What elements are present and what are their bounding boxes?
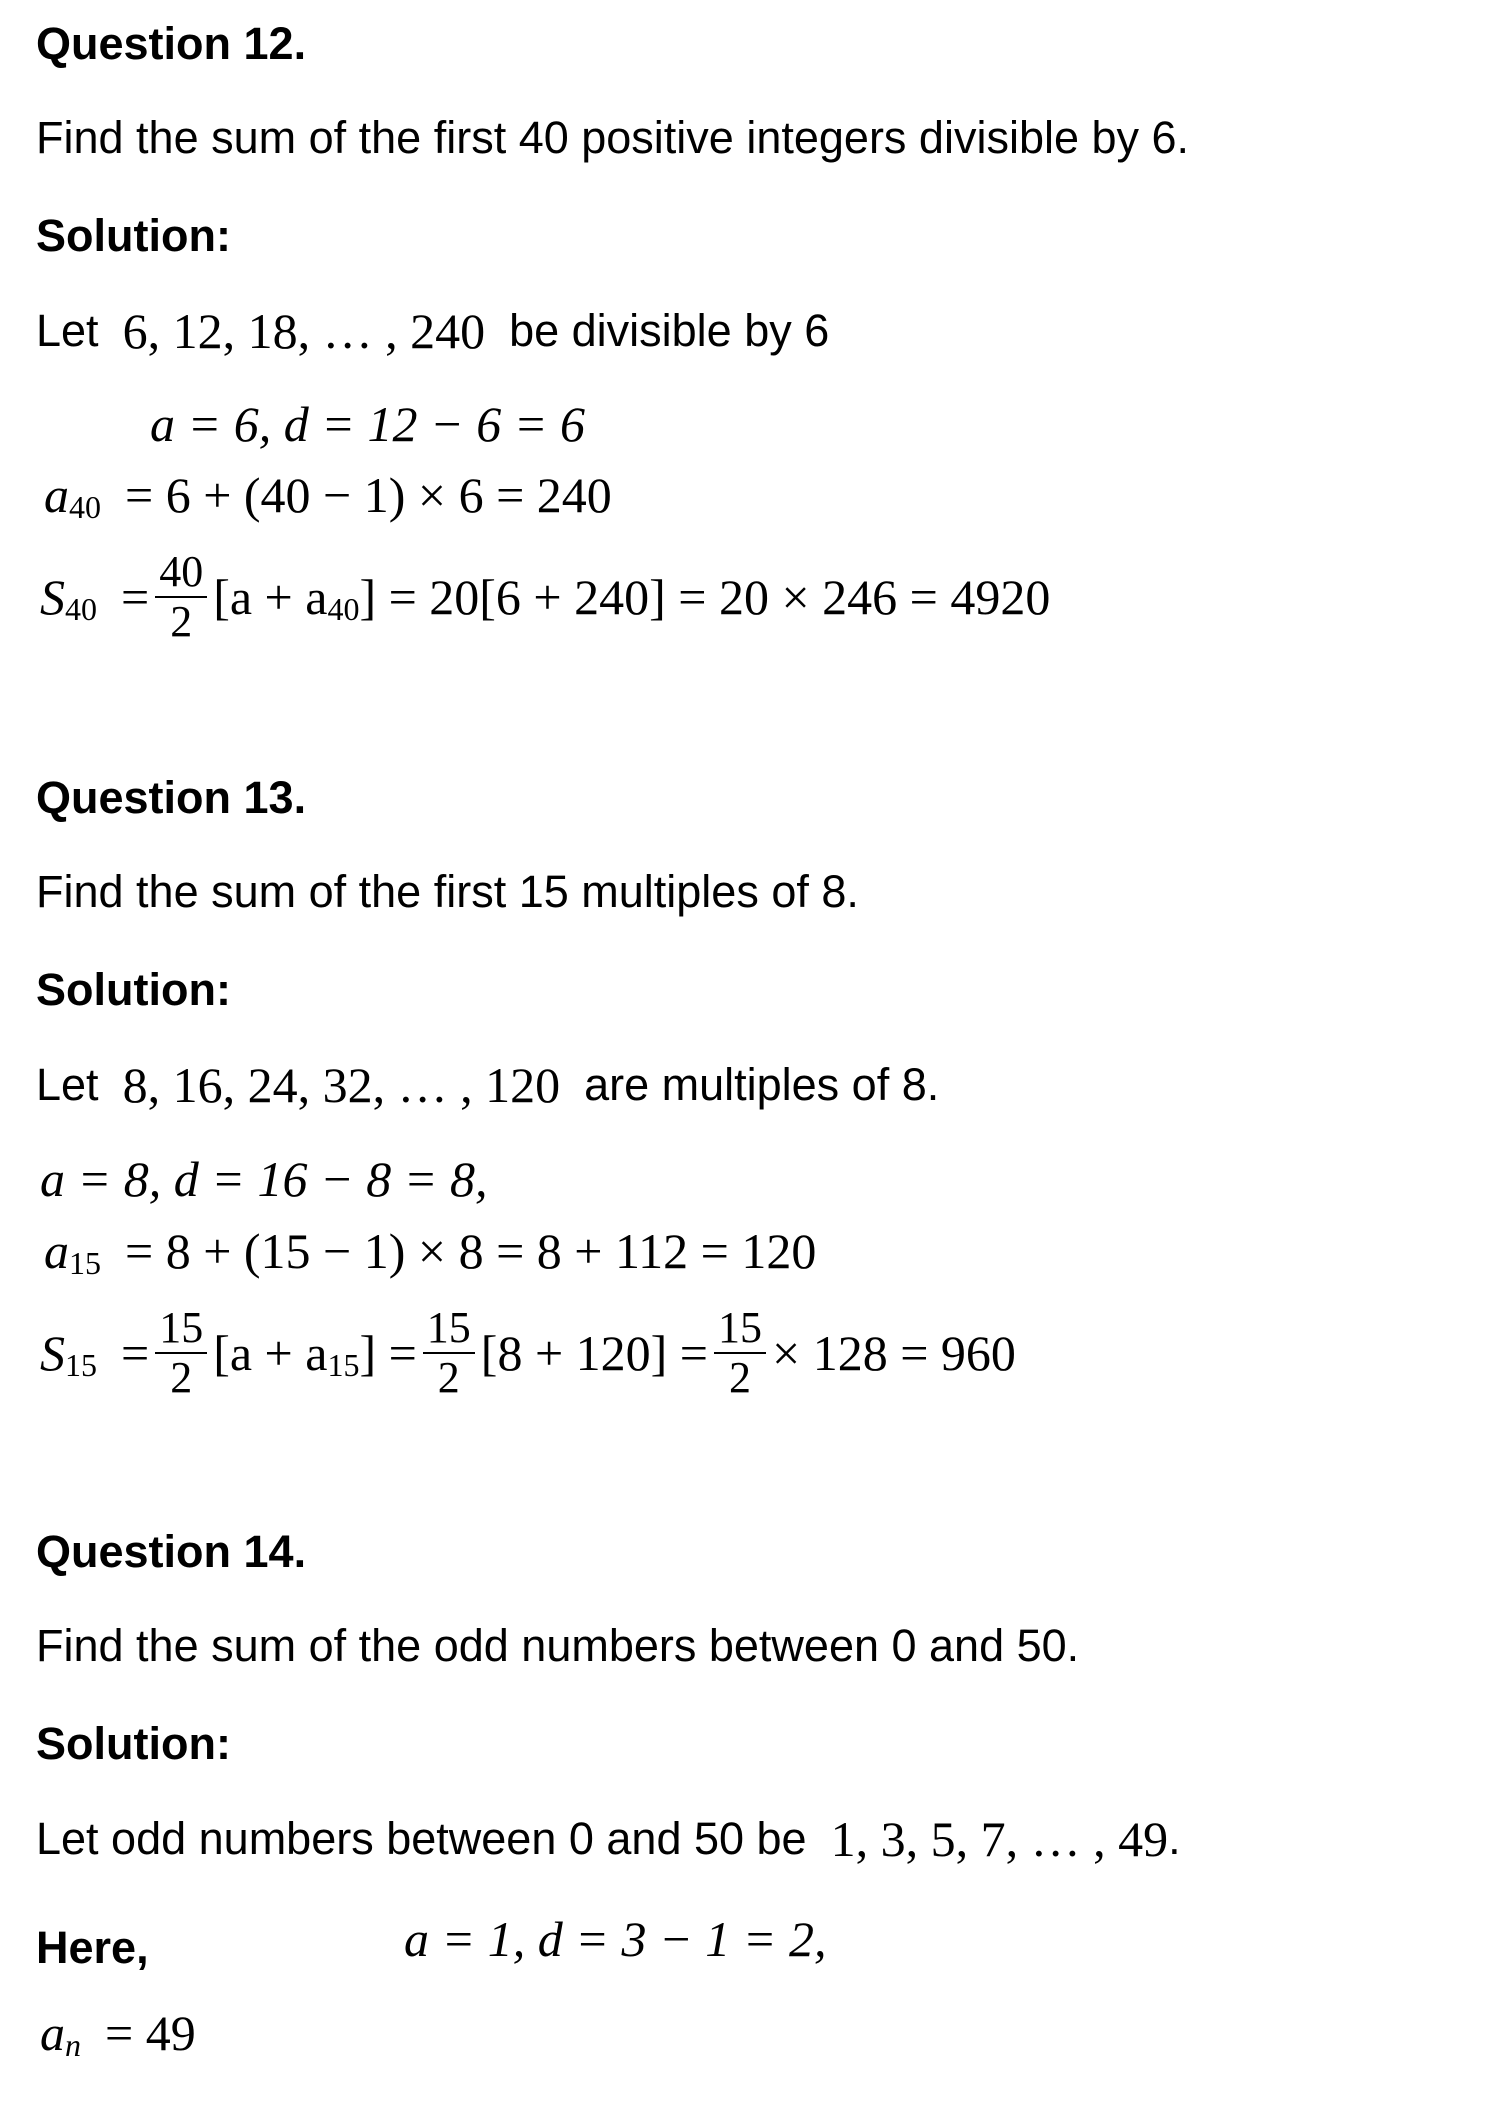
q13-s-sub: 15	[65, 1346, 97, 1383]
q13-equals: =	[121, 1325, 150, 1381]
q12-bracket-open: [a + a	[213, 569, 328, 625]
q12-an-var: a	[44, 467, 69, 523]
question-13-solution-label: Solution:	[36, 964, 231, 1015]
q13-fraction-3	[714, 1304, 766, 1402]
q12-bracket-sub: 40	[327, 590, 360, 627]
q14-let-end: .	[1168, 1813, 1181, 1864]
q13-frac2-num: 15	[426, 1303, 471, 1352]
q12-line-2	[44, 466, 612, 524]
q13-let-suffix: are multiples of 8.	[584, 1059, 940, 1110]
q14-an-sub: n	[65, 2026, 81, 2063]
q13-frac1-den: 2	[170, 1353, 193, 1402]
question-12-title: Question 12.	[36, 18, 307, 69]
question-14-title: Question 14.	[36, 1526, 307, 1577]
q13-part3: × 128 = 960	[772, 1325, 1016, 1381]
question-12-solution-label: Solution:	[36, 210, 231, 261]
question-12-text: Find the sum of the first 40 positive integers divisible by 6.	[36, 112, 1190, 163]
q14-an-var: a	[40, 2005, 65, 2061]
question-13-text: Find the sum of the first 15 multiples of 8.	[36, 866, 859, 917]
q13-a-d-equation: a = 8, d = 16 − 8 = 8,	[40, 1151, 488, 1207]
q12-s-var: S	[40, 569, 65, 625]
q12-sequence: 6, 12, 18, … , 240	[122, 303, 486, 359]
q13-s-var: S	[40, 1325, 65, 1381]
q14-a-d-equation: a = 1, d = 3 − 1 = 2,	[404, 1911, 827, 1967]
q12-an-sub: 40	[69, 488, 101, 525]
q14-sequence: 1, 3, 5, 7, … , 49	[830, 1811, 1169, 1867]
q14-here-label: Here,	[36, 1922, 149, 1973]
q12-frac-den: 2	[170, 597, 193, 646]
q12-frac-num: 40	[159, 547, 204, 596]
q13-part2: [8 + 120] =	[480, 1325, 708, 1381]
q12-line-3	[40, 548, 1050, 646]
q14-let-text: Let odd numbers between 0 and 50 be	[36, 1813, 807, 1864]
q13-an-var: a	[44, 1223, 69, 1279]
q12-fraction	[155, 548, 207, 646]
q13-let-line	[36, 1056, 939, 1114]
q13-line-1	[40, 1150, 487, 1208]
q13-frac3-den: 2	[729, 1353, 751, 1402]
q13-fraction-1	[155, 1304, 207, 1402]
q12-let-line	[36, 302, 829, 360]
q12-s-sub: 40	[65, 590, 97, 627]
q13-frac2-den: 2	[437, 1353, 460, 1402]
q12-equals: =	[121, 569, 150, 625]
q14-here-line	[404, 1910, 826, 1968]
question-14-solution-label: Solution:	[36, 1718, 231, 1769]
q14-an-rhs: = 49	[105, 2005, 196, 2061]
q12-an-rhs: = 6 + (40 − 1) × 6 = 240	[125, 467, 612, 523]
q12-let-prefix: Let	[36, 305, 99, 356]
q13-part1-end: ] =	[359, 1325, 417, 1381]
q13-fraction-2	[423, 1304, 475, 1402]
q14-an-line	[40, 2004, 196, 2062]
q13-line-3	[40, 1304, 1016, 1402]
q13-part1-sub: 15	[327, 1346, 360, 1383]
q12-result: ] = 20[6 + 240] = 20 × 246 = 4920	[359, 569, 1051, 625]
question-13-title: Question 13.	[36, 772, 307, 823]
q12-line-1	[150, 395, 585, 453]
q13-an-sub: 15	[69, 1244, 101, 1281]
q13-frac1-num: 15	[159, 1303, 204, 1352]
q13-an-rhs: = 8 + (15 − 1) × 8 = 8 + 112 = 120	[125, 1223, 817, 1279]
q12-a-d-equation: a = 6, d = 12 − 6 = 6	[150, 396, 585, 452]
q13-frac3-num: 15	[718, 1303, 762, 1352]
q13-let-prefix: Let	[36, 1059, 99, 1110]
q13-sequence: 8, 16, 24, 32, … , 120	[122, 1057, 561, 1113]
question-14-text: Find the sum of the odd numbers between 0 and 50.	[36, 1620, 1080, 1671]
q12-let-suffix: be divisible by 6	[509, 305, 830, 356]
q14-let-line	[36, 1810, 1181, 1868]
q13-line-2	[44, 1222, 816, 1280]
q13-part1: [a + a	[213, 1325, 328, 1381]
